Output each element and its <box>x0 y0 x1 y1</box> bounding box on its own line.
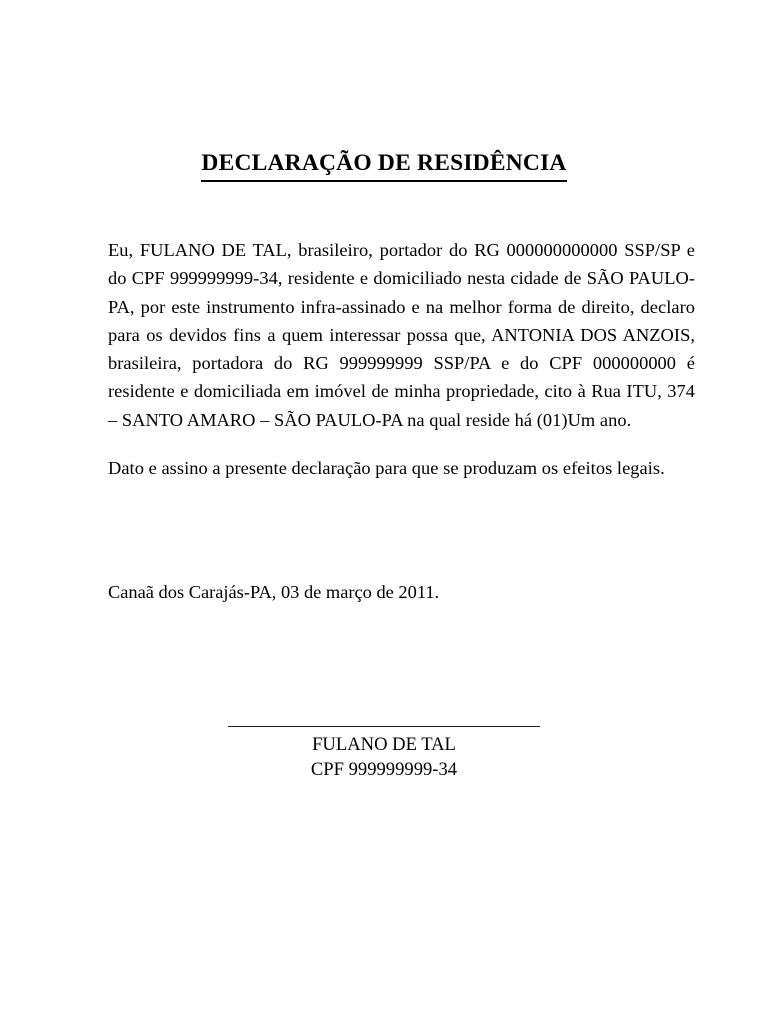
page-title-text: DECLARAÇÃO DE RESIDÊNCIA <box>201 150 566 182</box>
signature-block <box>0 726 768 782</box>
signature-line <box>228 726 540 727</box>
signatory-name: FULANO DE TAL <box>312 734 456 755</box>
date-location-line: Canaã dos Carajás-PA, 03 de março de 2011. <box>108 582 440 602</box>
page-title <box>0 150 768 182</box>
paragraph-declaration: Eu, FULANO DE TAL, brasileiro, portador do RG 000000000000 SSP/SP e do CPF 999999999-34, residente e domiciliado nesta cidade de SÃO PAULO-PA, por este instrumento infra-assinado e na melhor forma de direito, declaro para os devidos fins a quem interessar possa que, ANTONIA DOS ANZOIS, brasileira, portadora do RG 999999999 SSP/PA e do CPF 000000000 é residente e domiciliada em imóvel de minha propriedade, cito à Rua ITU, 374 – SANTO AMARO – SÃO PAULO-PA na qual reside há (01)Um ano. <box>108 240 695 430</box>
document-body <box>108 236 695 482</box>
paragraph-closing: Dato e assino a presente declaração para que se produzam os efeitos legais. <box>108 458 665 479</box>
signatory-cpf: CPF 999999999-34 <box>310 759 458 780</box>
